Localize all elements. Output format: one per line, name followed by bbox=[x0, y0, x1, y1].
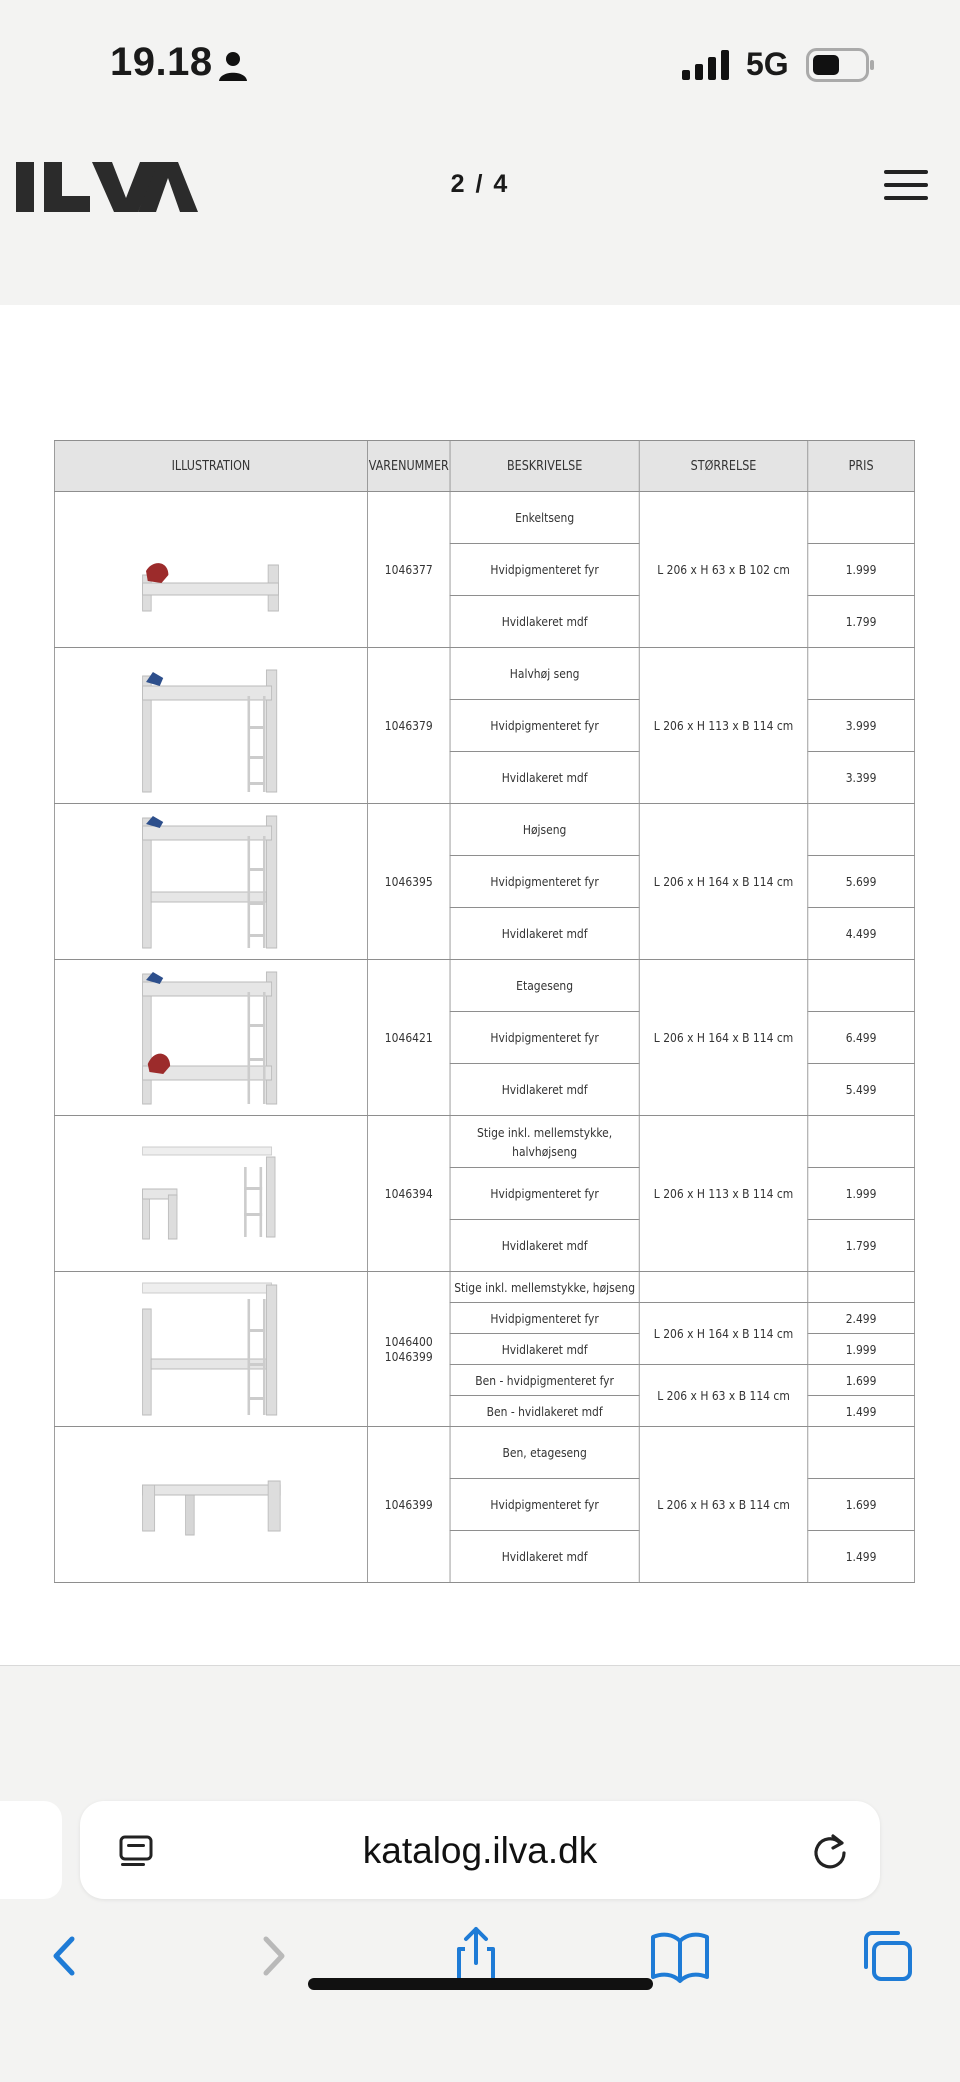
size-cell: L 206 x H 63 x B 114 cm bbox=[639, 1365, 808, 1427]
address-bar[interactable] bbox=[80, 1801, 880, 1899]
description-cell: Hvidlakeret mdf bbox=[450, 1334, 639, 1365]
price-cell: 6.499 bbox=[808, 1012, 915, 1064]
page-indicator: 2 / 4 bbox=[450, 170, 510, 198]
table-row bbox=[54, 1116, 914, 1168]
half-high-bed-illustration bbox=[134, 656, 289, 796]
description-cell: Hvidpigmenteret fyr bbox=[450, 1012, 639, 1064]
description-cell: Hvidpigmenteret fyr bbox=[450, 1479, 639, 1531]
high-bed-illustration bbox=[134, 812, 289, 952]
browser-toolbar bbox=[0, 1665, 960, 2082]
price-cell: 3.399 bbox=[808, 752, 915, 804]
catalog-page bbox=[0, 305, 960, 1665]
single-bed-illustration bbox=[134, 525, 289, 615]
bookmarks-icon[interactable] bbox=[645, 1921, 715, 1991]
description-cell: Hvidlakeret mdf bbox=[450, 1220, 639, 1272]
product-table bbox=[54, 440, 915, 1583]
table-row bbox=[54, 960, 914, 1012]
url-text: katalog.ilva.dk bbox=[362, 1830, 598, 1871]
description-cell: Ben - hvidlakeret mdf bbox=[450, 1396, 639, 1427]
description-cell: Hvidpigmenteret fyr bbox=[450, 1303, 639, 1334]
price-cell bbox=[808, 960, 915, 1012]
table-row bbox=[54, 1427, 914, 1479]
price-cell: 1.499 bbox=[808, 1396, 915, 1427]
price-cell: 4.499 bbox=[808, 908, 915, 960]
price-cell: 1.999 bbox=[808, 1168, 915, 1220]
size-cell: L 206 x H 113 x B 114 cm bbox=[639, 1116, 808, 1272]
item-number-secondary: 1046399 bbox=[384, 1349, 433, 1364]
table-row bbox=[54, 804, 914, 856]
status-bar bbox=[0, 0, 960, 130]
battery-icon bbox=[806, 48, 876, 82]
size-cell: L 206 x H 63 x B 114 cm bbox=[639, 1427, 808, 1583]
description-cell: Ben, etageseng bbox=[450, 1427, 639, 1479]
price-cell: 1.499 bbox=[808, 1531, 915, 1583]
site-header bbox=[0, 130, 960, 305]
description-cell: Hvidpigmenteret fyr bbox=[450, 1168, 639, 1220]
price-cell: 2.499 bbox=[808, 1303, 915, 1334]
size-cell-empty bbox=[639, 1272, 808, 1303]
item-number-primary: 1046400 bbox=[384, 1334, 433, 1349]
item-number: 1046377 bbox=[367, 492, 450, 648]
price-cell: 1.699 bbox=[808, 1479, 915, 1531]
product-illustration bbox=[54, 648, 367, 804]
hamburger-menu-icon[interactable] bbox=[884, 168, 928, 202]
description-cell: Stige inkl. mellemstykke, højseng bbox=[450, 1272, 639, 1303]
price-cell bbox=[808, 492, 915, 544]
back-chevron-icon[interactable] bbox=[28, 1921, 98, 1991]
table-header-row bbox=[54, 441, 914, 492]
description-cell: Hvidpigmenteret fyr bbox=[450, 856, 639, 908]
table-row bbox=[54, 1272, 914, 1303]
item-number: 1046394 bbox=[367, 1116, 450, 1272]
product-illustration bbox=[54, 1272, 367, 1427]
price-cell bbox=[808, 648, 915, 700]
description-cell: Hvidpigmenteret fyr bbox=[450, 700, 639, 752]
item-number: 1046421 bbox=[367, 960, 450, 1116]
size-cell: L 206 x H 63 x B 102 cm bbox=[639, 492, 808, 648]
product-illustration bbox=[54, 960, 367, 1116]
description-cell: Hvidpigmenteret fyr bbox=[450, 544, 639, 596]
previous-tab-preview[interactable] bbox=[0, 1801, 62, 1899]
price-cell: 1.799 bbox=[808, 1220, 915, 1272]
bunk-bed-illustration bbox=[134, 968, 289, 1108]
product-illustration bbox=[54, 492, 367, 648]
price-cell: 1.699 bbox=[808, 1365, 915, 1396]
price-cell: 1.999 bbox=[808, 544, 915, 596]
cellular-signal-icon bbox=[682, 50, 730, 80]
item-number: 1046399 bbox=[367, 1427, 450, 1583]
description-cell: Enkeltseng bbox=[450, 492, 639, 544]
size-cell: L 206 x H 164 x B 114 cm bbox=[639, 960, 808, 1116]
column-header: VARENUMMER bbox=[367, 441, 450, 492]
description-cell: Hvidlakeret mdf bbox=[450, 1531, 639, 1583]
price-cell bbox=[808, 1427, 915, 1479]
forward-chevron-icon[interactable] bbox=[240, 1921, 310, 1991]
status-time: 19.18 bbox=[110, 40, 213, 84]
description-cell: Hvidlakeret mdf bbox=[450, 908, 639, 960]
network-type: 5G bbox=[746, 46, 789, 82]
description-cell: Etageseng bbox=[450, 960, 639, 1012]
table-row bbox=[54, 492, 914, 544]
price-cell bbox=[808, 1272, 915, 1303]
price-cell: 5.499 bbox=[808, 1064, 915, 1116]
item-number: 1046379 bbox=[367, 648, 450, 804]
column-header: ILLUSTRATION bbox=[54, 441, 367, 492]
description-cell: Ben - hvidpigmenteret fyr bbox=[450, 1365, 639, 1396]
size-cell: L 206 x H 164 x B 114 cm bbox=[639, 1303, 808, 1365]
description-cell: Hvidlakeret mdf bbox=[450, 596, 639, 648]
item-number bbox=[367, 1272, 450, 1427]
column-header: BESKRIVELSE bbox=[450, 441, 639, 492]
price-cell bbox=[808, 804, 915, 856]
description-cell: Hvidlakeret mdf bbox=[450, 752, 639, 804]
price-cell: 1.799 bbox=[808, 596, 915, 648]
description-cell: Hvidlakeret mdf bbox=[450, 1064, 639, 1116]
product-illustration bbox=[54, 1427, 367, 1583]
size-cell: L 206 x H 164 x B 114 cm bbox=[639, 804, 808, 960]
reload-icon[interactable] bbox=[810, 1831, 850, 1871]
product-illustration bbox=[54, 1116, 367, 1272]
person-icon bbox=[218, 50, 248, 82]
description-cell: Stige inkl. mellemstykke, halvhøjseng bbox=[450, 1116, 639, 1168]
description-cell: Højseng bbox=[450, 804, 639, 856]
product-illustration bbox=[54, 804, 367, 960]
tabs-icon[interactable] bbox=[852, 1921, 922, 1991]
ladder-high-bed-illustration bbox=[134, 1279, 289, 1419]
price-cell: 1.999 bbox=[808, 1334, 915, 1365]
ladder-half-high-illustration bbox=[134, 1139, 289, 1249]
home-indicator bbox=[308, 1978, 653, 1990]
legs-bunk-bed-illustration bbox=[134, 1465, 289, 1545]
item-number: 1046395 bbox=[367, 804, 450, 960]
size-cell: L 206 x H 113 x B 114 cm bbox=[639, 648, 808, 804]
price-cell: 5.699 bbox=[808, 856, 915, 908]
price-cell bbox=[808, 1116, 915, 1168]
table-row bbox=[54, 648, 914, 700]
price-cell: 3.999 bbox=[808, 700, 915, 752]
column-header: PRIS bbox=[808, 441, 915, 492]
column-header: STØRRELSE bbox=[639, 441, 808, 492]
description-cell: Halvhøj seng bbox=[450, 648, 639, 700]
